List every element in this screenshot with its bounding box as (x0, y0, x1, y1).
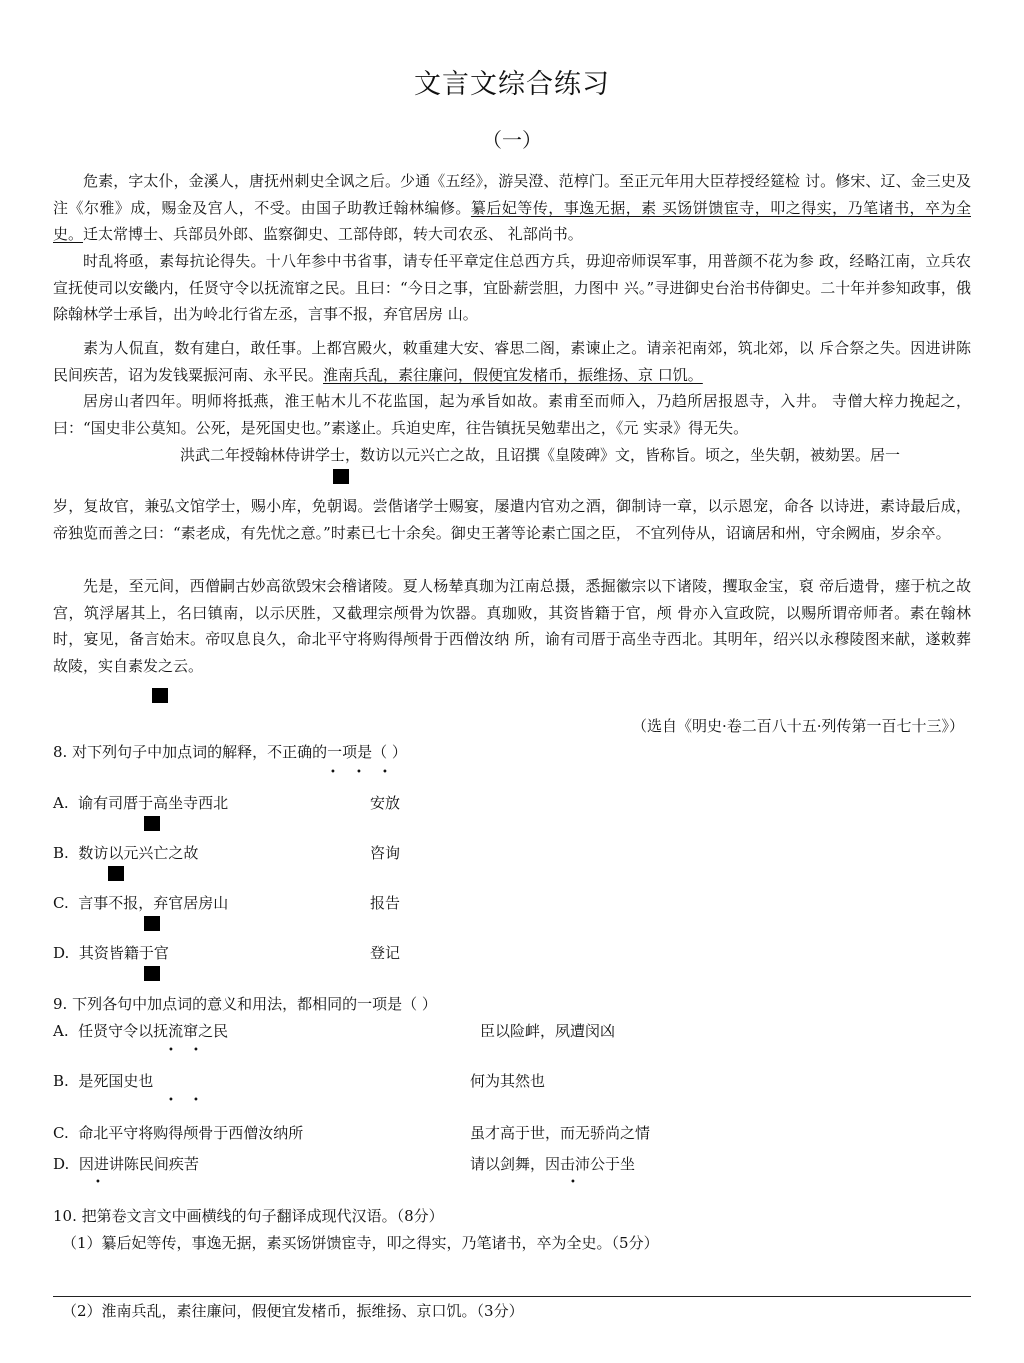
passage-paragraph-1 (53, 168, 971, 248)
passage-paragraph-6: 先是，至元间，西僧嗣古妙高欲毁宋会稽诸陵。夏人杨辇真珈为江南总摄，悉掘徽宗以下诸陵，攫取金宝，裒 帝后遗骨，瘗于杭之故宫，筑浮屠其上，名曰镇南，以示厌胜，又截理宗颅骨为饮器。真珈败，其资皆籍于官，颅 骨亦入宣政院，以赐所谓帝师者。素在翰林时，宴见，备言始末。帝叹息良久，命北平守将购得颅骨于西僧汝纳 所，谕有司厝于高坐寺西北。其明年，绍兴以永穆陵图来献，遂敕葬故陵，实自素发之云。 (53, 577, 971, 675)
q8-option-a: A. 谕有司厝于高坐寺西北 (53, 794, 229, 812)
question-10-sentence-1: （1）纂后妃等传，事逸无据，素买饧饼馈宦寺，叩之得实，乃笔诸书，卒为全史。（5分） (62, 1234, 659, 1252)
q9-option-a-compare: 臣以险衅，夙遭闵凶 (480, 1022, 616, 1040)
q9-option-b: B. 是死国史也 (53, 1072, 154, 1090)
emphasis-dot: • (168, 1095, 174, 1106)
q8-option-c-gloss: 报告 (370, 894, 401, 912)
passage-paragraph-2: 时乱将亟，素每抗论得失。十八年参中书省事，请专任平章定住总西方兵，毋迎帝师误军事，用普颜不花为参 政，经略江南，立兵农宣抚使司以安畿内，任贤守令以抚流窜之民。且曰：“今日之事，宜卧薪尝胆，力图中 兴。”寻进御史台治书侍御史。二十年并参知政事，俄除翰林学士承旨，出为岭北行省左丞，言事不报，弃官居房 山。 (53, 252, 971, 323)
underlined-sentence-1: 纂后妃等传，事逸无据，素 买饧饼馈宦寺，叩之得实，乃笔诸书，卒为全史。 (53, 198, 971, 243)
placeholder-square (333, 469, 349, 484)
placeholder-square (152, 688, 168, 703)
q8-option-a-gloss: 安放 (370, 794, 401, 812)
emphasis-dot: • (570, 1177, 576, 1188)
source-citation: （选自《明史·卷二百八十五·列传第一百七十三》） (631, 717, 964, 735)
q9-option-c-compare: 虽才高于世，而无骄尚之情 (470, 1124, 651, 1142)
emphasis-dot: • (356, 767, 362, 778)
passage-text: 素为人侃直，数有建白，敢任事。上都宫殿火，敕重建大安、睿思二阁，素谏止之。请亲祀南郊，筑北郊，以 斥合祭之失。因进讲陈民间疾苦，诏为发钱粟振河南、永平民。 (53, 339, 971, 384)
q8-option-b-gloss: 咨询 (370, 844, 401, 862)
placeholder-square (144, 966, 160, 981)
emphasis-dot: • (193, 1045, 199, 1056)
passage-paragraph-4: 居房山者四年。明师将抵燕，淮王帖木儿不花监国，起为承旨如故。素甫至而师入，乃趋所居报恩寺，入井。 寺僧大梓力挽起之，曰：“国史非公莫知。公死，是死国史也。”素遂止。兵迫史库，往告镇抚吴勉辈出之，《元 实录》得无失。 (53, 392, 971, 437)
emphasis-dot: • (95, 1177, 101, 1188)
question-8-stem: 8. 对下列句子中加点词的解释，不正确的一项是（ ） (53, 743, 407, 761)
emphasis-dot: • (168, 1045, 174, 1056)
answer-line (53, 1296, 971, 1297)
q8-option-d: D. 其资皆籍于官 (53, 944, 169, 962)
emphasis-dot: • (382, 767, 388, 778)
question-10-sentence-2: （2）淮南兵乱，素往廉问，假便宜发楮币，振维扬、京口饥。（3分） (62, 1302, 524, 1320)
emphasis-dot: • (330, 767, 336, 778)
q8-option-c: C. 言事不报，弃官居房山 (53, 894, 229, 912)
question-10-stem: 10. 把第卷文言文中画横线的句子翻译成现代汉语。（8分） (53, 1207, 444, 1225)
passage-text: 迁太常博士、兵部员外郎、监察御史、工部侍郎，转大司农丞、 礼部尚书。 (83, 225, 583, 243)
page-title: 文言文综合练习 (414, 69, 610, 100)
section-number: （一） (482, 128, 542, 152)
emphasis-dot: • (193, 1095, 199, 1106)
q9-option-a: A. 任贤守令以抚流窜之民 (53, 1022, 229, 1040)
q8-option-b: B. 数访以元兴亡之故 (53, 844, 199, 862)
q9-option-d: D. 因进讲陈民间疾苦 (53, 1155, 199, 1173)
question-9-stem: 9. 下列各句中加点词的意义和用法，都相同的一项是（ ） (53, 995, 437, 1013)
q9-option-b-compare: 何为其然也 (470, 1072, 546, 1090)
placeholder-square (108, 866, 124, 881)
placeholder-square (144, 916, 160, 931)
passage-paragraph-3 (53, 335, 971, 388)
q8-option-d-gloss: 登记 (370, 944, 401, 962)
passage-text: 危素，字太仆，金溪人，唐抚州刺史全讽之后。少通《五经》，游吴澄、范椁门。至正元年用大臣荐授经筵检 讨。修宋、辽、金三史及注《尔雅》成，赐金及宫人，不受。由国子助教迁翰林编修。 (53, 172, 971, 217)
q9-option-d-compare: 请以剑舞，因击沛公于坐 (470, 1155, 636, 1173)
passage-paragraph-5-start: 洪武二年授翰林侍讲学士，数访以元兴亡之故，且诏撰《皇陵碑》文，皆称旨。顷之，坐失朝，被劾罢。居一 (180, 446, 901, 464)
passage-paragraph-5: 岁，复故官，兼弘文馆学士，赐小库，免朝谒。尝偕诸学士赐宴，屡遣内官劝之酒，御制诗一章，以示恩宠，命各 以诗进，素诗最后成，帝独览而善之曰：“素老成，有先忧之意。”时素已七十余矣。御史王著等论素亡国之臣， 不宜列侍从，诏谪居和州，守余阙庙，岁余卒。 (53, 497, 971, 542)
placeholder-square (144, 816, 160, 831)
q9-option-c: C. 命北平守将购得颅骨于西僧汝纳所 (53, 1124, 304, 1142)
underlined-sentence-2: 淮南兵乱，素往廉问，假便宜发楮币，振维扬、京 口饥。 (323, 365, 703, 384)
